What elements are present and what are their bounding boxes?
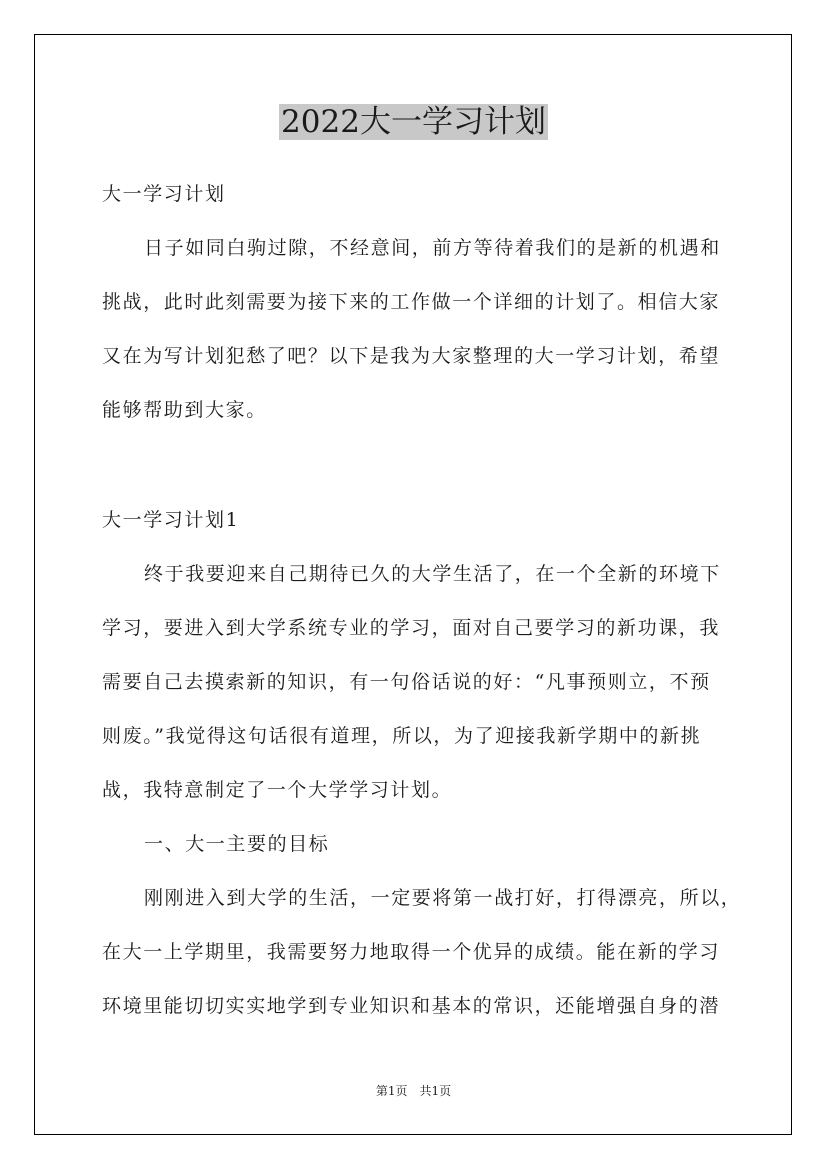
paragraph-line: 战，我特意制定了一个大学学习计划。 — [102, 779, 453, 801]
paragraph-line: 又在为写计划犯愁了吧？以下是我为大家整理的大一学习计划，希望 — [102, 345, 721, 367]
section-heading: 大一学习计划1 — [102, 509, 240, 531]
paragraph-line: 刚刚进入到大学的生活，一定要将第一战打好，打得漂亮，所以， — [144, 887, 742, 909]
paragraph-line: 环境里能切切实实地学到专业知识和基本的常识，还能增强自身的潜 — [102, 995, 721, 1017]
paragraph-line: 日子如同白驹过隙，不经意间，前方等待着我们的是新的机遇和 — [144, 237, 721, 259]
document-title — [0, 102, 827, 142]
subsection-heading: 一、大一主要的目标 — [144, 833, 330, 855]
paragraph-line: 能够帮助到大家。 — [102, 399, 267, 421]
page-footer: 第1页 共1页 — [375, 1084, 452, 1098]
paragraph-line: 终于我要迎来自己期待已久的大学生活了，在一个全新的环境下 — [144, 563, 721, 585]
paragraph-line: 需要自己去摸索新的知识，有一句俗话说的好：“凡事预则立，不预 — [102, 671, 711, 693]
paragraph-line: 挑战，此时此刻需要为接下来的工作做一个详细的计划了。相信大家 — [102, 291, 721, 313]
paragraph-line: 在大一上学期里，我需要努力地取得一个优异的成绩。能在新的学习 — [102, 941, 721, 963]
paragraph-line: 学习，要进入到大学系统专业的学习，面对自己要学习的新功课，我 — [102, 617, 721, 639]
document-title-text: 2022大一学习计划 — [281, 104, 546, 140]
paragraph-line: 则废。”我觉得这句话很有道理，所以，为了迎接我新学期中的新挑 — [102, 725, 702, 747]
section-heading: 大一学习计划 — [102, 183, 226, 205]
